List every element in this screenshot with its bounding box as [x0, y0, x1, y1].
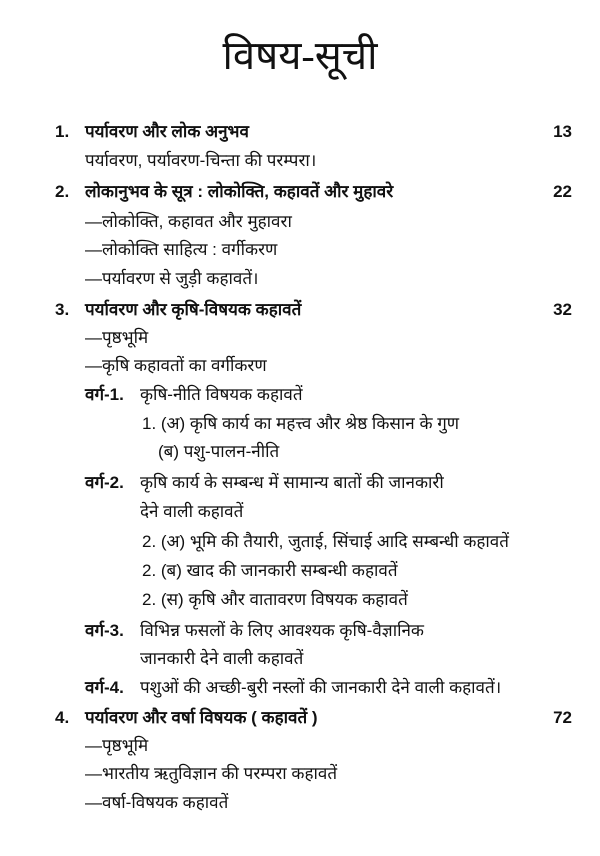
varg-text: कृषि कार्य के सम्बन्ध में सामान्य बातों की जानकारी — [140, 473, 444, 492]
chapter-page: 72 — [553, 708, 572, 727]
varg-subitem: 2. (स) कृषि और वातावरण विषयक कहावतें — [142, 590, 408, 609]
chapter-page: 22 — [553, 182, 572, 201]
toc-subitem: —लोकोक्ति साहित्य : वर्गीकरण — [85, 240, 278, 259]
chapter-title: लोकानुभव के सूत्र : लोकोक्ति, कहावतें और मुहावरे — [85, 182, 394, 201]
varg-text: विभिन्न फसलों के लिए आवश्यक कृषि-वैज्ञानिक — [140, 621, 424, 640]
chapter-number: 2. — [55, 182, 70, 201]
chapter-page: 13 — [553, 122, 572, 141]
toc-subitem: पर्यावरण, पर्यावरण-चिन्ता की परम्परा। — [85, 151, 317, 170]
toc-subitem: —भारतीय ऋतुविज्ञान की परम्परा कहावतें — [85, 764, 338, 783]
chapter-number: 4. — [55, 708, 70, 727]
chapter-number: 3. — [55, 300, 70, 319]
varg-label: वर्ग-4. — [85, 678, 124, 697]
toc-subitem: —पृष्ठभूमि — [85, 328, 149, 347]
toc-subitem: —वर्षा-विषयक कहावतें — [85, 793, 229, 812]
varg-subitem: 2. (अ) भूमि की तैयारी, जुताई, सिंचाई आदि सम्बन्धी कहावतें — [142, 532, 509, 551]
varg-text: देने वाली कहावतें — [140, 502, 244, 521]
chapter-number: 1. — [55, 122, 70, 141]
chapter-title: पर्यावरण और कृषि-विषयक कहावतें — [85, 300, 302, 319]
varg-text: कृषि-नीति विषयक कहावतें — [140, 385, 303, 404]
toc-subitem: —कृषि कहावतों का वर्गीकरण — [85, 356, 267, 375]
toc-subitem: —पृष्ठभूमि — [85, 736, 149, 755]
varg-label: वर्ग-3. — [85, 621, 124, 640]
varg-text: जानकारी देने वाली कहावतें — [140, 649, 304, 668]
varg-subitem: (ब) पशु-पालन-नीति — [158, 442, 280, 461]
varg-subitem: 2. (ब) खाद की जानकारी सम्बन्धी कहावतें — [142, 561, 398, 580]
page-title: विषय-सूची — [222, 33, 378, 78]
toc-subitem: —पर्यावरण से जुड़ी कहावतें। — [85, 269, 259, 288]
toc-subitem: —लोकोक्ति, कहावत और मुहावरा — [85, 212, 292, 231]
varg-text: पशुओं की अच्छी-बुरी नस्लों की जानकारी देने वाली कहावतें। — [140, 678, 502, 697]
chapter-title: पर्यावरण और वर्षा विषयक ( कहावतें ) — [85, 708, 318, 727]
chapter-title: पर्यावरण और लोक अनुभव — [85, 122, 249, 141]
varg-subitem: 1. (अ) कृषि कार्य का महत्त्व और श्रेष्ठ किसान के गुण — [142, 414, 460, 433]
varg-label: वर्ग-1. — [85, 385, 124, 404]
chapter-page: 32 — [553, 300, 572, 319]
varg-label: वर्ग-2. — [85, 473, 124, 492]
